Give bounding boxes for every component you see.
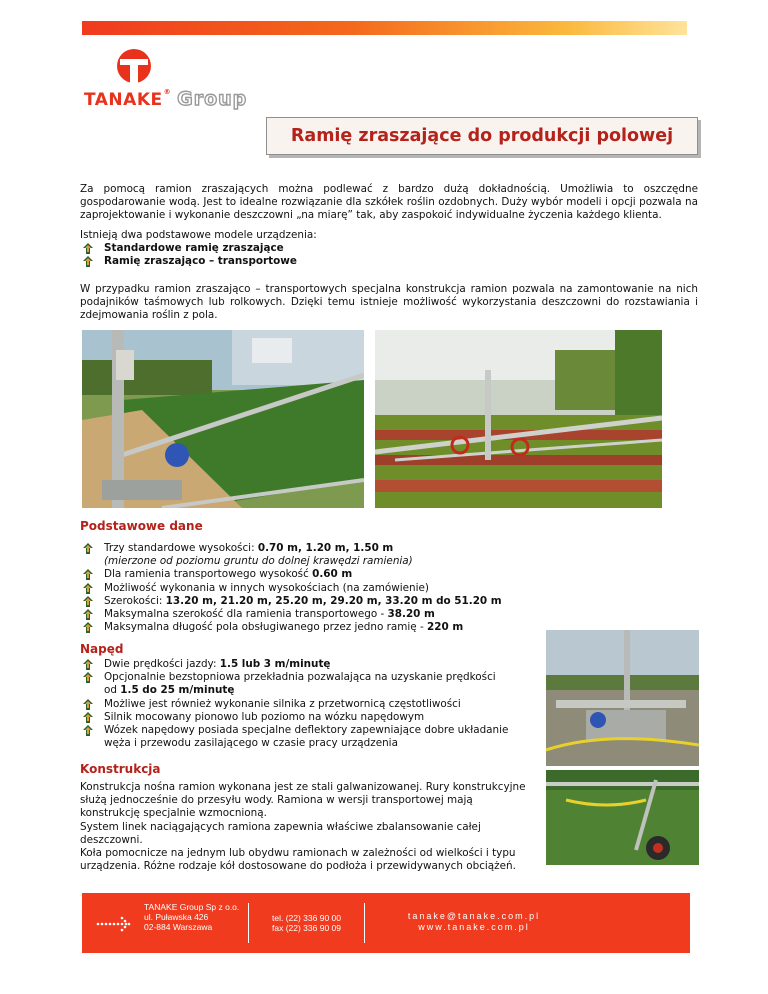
footer-email-link[interactable]: tanake@tanake.com.pl	[407, 911, 541, 921]
footer-tel: tel. (22) 336 90 00	[272, 913, 341, 923]
title-box	[266, 117, 698, 155]
footer-divider	[364, 903, 365, 943]
list-item: Dwie prędkości jazdy: 1.5 lub 3 m/minutę	[80, 658, 530, 671]
footer-divider	[248, 903, 249, 943]
footer-city: 02-884 Warszawa	[144, 922, 213, 932]
top-color-bar	[82, 21, 687, 35]
basic-data-list	[80, 542, 540, 634]
photo-transport-boom	[375, 330, 662, 508]
bullet-icon	[82, 256, 94, 267]
construction-heading: Konstrukcja	[80, 762, 161, 776]
construction-paragraph: Konstrukcja nośna ramion wykonana jest ze stali galwanizowanej. Rury konstrukcyjne służą jednocześnie do przesyłu wody. Ramiona w wersji transportowej mają konstrukcję specjalnie wzmocnioną.	[80, 781, 526, 820]
bullet-icon	[82, 243, 94, 254]
list-item: Standardowe ramię zraszające	[80, 242, 698, 255]
bullet-icon	[82, 659, 94, 670]
bullet-icon	[82, 622, 94, 633]
photo-standard-boom	[82, 330, 364, 508]
logo-brand: TANAKE	[84, 90, 163, 110]
footer-contact	[374, 911, 574, 933]
bullet-icon	[82, 543, 94, 554]
list-item: Maksymalna szerokość dla ramienia transportowego - 38.20 m	[80, 608, 540, 621]
list-item: Możliwość wykonania w innych wysokościach (na zamówienie)	[80, 582, 540, 595]
footer-web-link[interactable]: www.tanake.com.pl	[418, 922, 530, 932]
arrow-icon	[96, 913, 132, 935]
transport-paragraph: W przypadku ramion zraszająco – transportowych specjalna konstrukcja ramion pozwala na zamontowanie na nich podajników taśmowych lub rolkowych. Dzięki temu istnieje możliwość wykorzystania deszczowni do rozstawiania i zdejmowania roślin z pola.	[80, 283, 698, 322]
list-item: Maksymalna długość pola obsługiwanego przez jedno ramię - 220 m	[80, 621, 540, 634]
list-item: Wózek napędowy posiada specjalne deflektory zapewniające dobre układanie węża i przewodu zasilającego w czasie pracy urządzenia	[80, 724, 530, 750]
drive-list	[80, 658, 530, 750]
page-title: Ramię zraszające do produkcji polowej	[290, 126, 674, 146]
list-item: Opcjonalnie bezstopniowa przekładnia pozwalająca na uzyskanie prędkości od 1.5 do 25 m/minutę	[80, 671, 530, 697]
list-item: Szerokości: 13.20 m, 21.20 m, 25.20 m, 29.20 m, 33.20 m do 51.20 m	[80, 595, 540, 608]
footer-phones	[272, 913, 341, 933]
logo-group: Group	[177, 88, 248, 110]
company-logo	[84, 48, 294, 108]
photo-drive-cart	[546, 630, 699, 766]
bullet-icon	[82, 699, 94, 710]
construction-paragraph: System linek naciągających ramiona zapewnia właściwe zbalansowanie całej deszczowni.	[80, 820, 481, 846]
bullet-icon	[82, 725, 94, 736]
drive-heading: Napęd	[80, 642, 124, 656]
list-item: Silnik mocowany pionowo lub poziomo na wózku napędowym	[80, 711, 530, 724]
bullet-icon	[82, 583, 94, 594]
logo-wordmark: TANAKE® Group	[84, 88, 248, 110]
bullet-icon	[82, 609, 94, 620]
bullet-icon	[82, 569, 94, 580]
intro-paragraph: Za pomocą ramion zraszających można podlewać z bardzo dużą dokładnością. Umożliwia to oszczędne gospodarowanie wodą. Jest to idealne rozwiązanie dla szkółek roślin ozdobnych. Duży wybór modeli i opcji pozwala na zaprojektowanie i wykonanie deszczowni „na miarę” tak, aby zaspokoić indywidualne życzenia każdego klienta.	[80, 183, 698, 222]
basic-data-heading: Podstawowe dane	[80, 519, 203, 533]
construction-paragraph: Koła pomocnicze na jednym lub obydwu ramionach w zależności od wielkości i typu urządzenia. Różne rodzaje kół dostosowane do podłoża i przewidywanych obciążeń.	[80, 847, 516, 873]
footer	[82, 893, 690, 953]
photo-support-wheel	[546, 770, 699, 865]
construction-text	[80, 781, 532, 873]
bullet-icon	[82, 672, 94, 683]
footer-fax: fax (22) 336 90 09	[272, 923, 341, 933]
list-item: Możliwe jest również wykonanie silnika z przetwornicą częstotliwości	[80, 698, 530, 711]
footer-company: TANAKE Group Sp z o.o.	[144, 902, 240, 912]
list-item: Dla ramienia transportowego wysokość 0.60 m	[80, 568, 540, 581]
bullet-icon	[82, 712, 94, 723]
bullet-icon	[82, 596, 94, 607]
models-block	[80, 229, 698, 269]
list-item: Trzy standardowe wysokości: 0.70 m, 1.20 m, 1.50 m (mierzone od poziomu gruntu do dolnej krawędzi ramienia)	[80, 542, 540, 568]
tanake-logo-icon	[116, 48, 152, 84]
list-item: Ramię zraszająco – transportowe	[80, 255, 698, 268]
models-list	[80, 242, 698, 268]
models-lead: Istnieją dwa podstawowe modele urządzenia:	[80, 229, 317, 241]
footer-address	[144, 902, 239, 932]
footer-street: ul. Puławska 426	[144, 912, 209, 922]
